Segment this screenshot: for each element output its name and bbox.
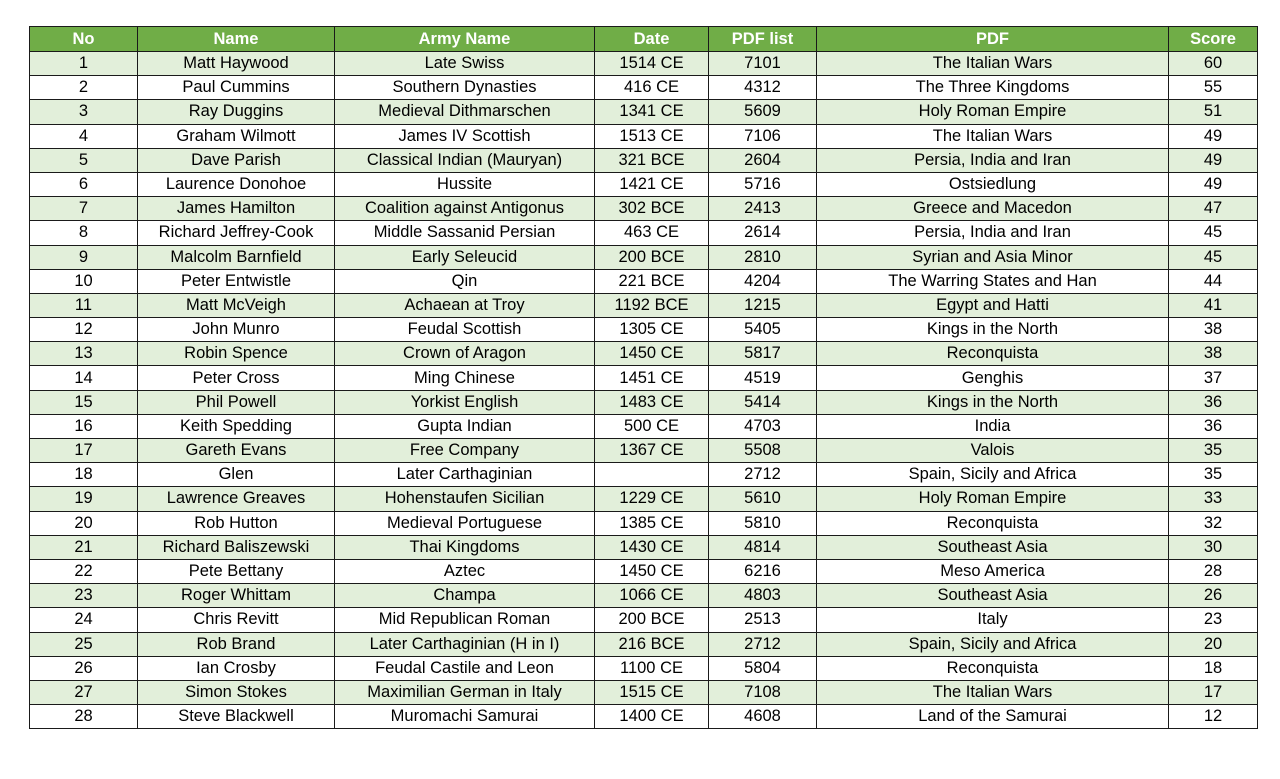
- cell-name: Ray Duggins: [138, 100, 335, 124]
- cell-army-name: James IV Scottish: [335, 124, 595, 148]
- cell-date: 200 BCE: [595, 245, 709, 269]
- column-header-date: Date: [595, 27, 709, 52]
- cell-pdf-list: 2614: [709, 221, 817, 245]
- table-row: [30, 148, 1258, 172]
- cell-no: 15: [30, 390, 138, 414]
- cell-score: 44: [1169, 269, 1258, 293]
- cell-pdf: Italy: [817, 608, 1169, 632]
- cell-date: 1367 CE: [595, 439, 709, 463]
- cell-date: 321 BCE: [595, 148, 709, 172]
- cell-pdf: Genghis: [817, 366, 1169, 390]
- cell-army-name: Coalition against Antigonus: [335, 197, 595, 221]
- cell-pdf-list: 5716: [709, 172, 817, 196]
- table-row: [30, 221, 1258, 245]
- cell-pdf: Persia, India and Iran: [817, 148, 1169, 172]
- cell-no: 9: [30, 245, 138, 269]
- cell-date: 1341 CE: [595, 100, 709, 124]
- cell-name: Peter Cross: [138, 366, 335, 390]
- cell-pdf-list: 2810: [709, 245, 817, 269]
- cell-date: 1100 CE: [595, 656, 709, 680]
- table-header: [30, 27, 1258, 52]
- cell-pdf: Spain, Sicily and Africa: [817, 463, 1169, 487]
- cell-date: [595, 463, 709, 487]
- cell-no: 12: [30, 318, 138, 342]
- cell-pdf-list: 4519: [709, 366, 817, 390]
- cell-army-name: Hohenstaufen Sicilian: [335, 487, 595, 511]
- cell-name: Simon Stokes: [138, 680, 335, 704]
- cell-date: 463 CE: [595, 221, 709, 245]
- column-header-no: No: [30, 27, 138, 52]
- cell-score: 38: [1169, 318, 1258, 342]
- cell-army-name: Muromachi Samurai: [335, 705, 595, 729]
- cell-no: 8: [30, 221, 138, 245]
- cell-pdf-list: 5414: [709, 390, 817, 414]
- cell-no: 28: [30, 705, 138, 729]
- cell-pdf-list: 4814: [709, 535, 817, 559]
- cell-no: 1: [30, 52, 138, 76]
- cell-name: Malcolm Barnfield: [138, 245, 335, 269]
- table-row: [30, 197, 1258, 221]
- cell-army-name: Ming Chinese: [335, 366, 595, 390]
- table-row: [30, 535, 1258, 559]
- cell-score: 23: [1169, 608, 1258, 632]
- table-row: [30, 366, 1258, 390]
- cell-pdf-list: 5405: [709, 318, 817, 342]
- cell-score: 45: [1169, 221, 1258, 245]
- cell-pdf: Holy Roman Empire: [817, 487, 1169, 511]
- cell-date: 1450 CE: [595, 559, 709, 583]
- cell-date: 1192 BCE: [595, 293, 709, 317]
- cell-date: 1451 CE: [595, 366, 709, 390]
- cell-pdf-list: 6216: [709, 559, 817, 583]
- cell-name: Phil Powell: [138, 390, 335, 414]
- cell-pdf: Southeast Asia: [817, 584, 1169, 608]
- cell-no: 24: [30, 608, 138, 632]
- cell-no: 18: [30, 463, 138, 487]
- cell-army-name: Gupta Indian: [335, 414, 595, 438]
- cell-name: John Munro: [138, 318, 335, 342]
- cell-pdf: Reconquista: [817, 656, 1169, 680]
- cell-score: 60: [1169, 52, 1258, 76]
- cell-pdf-list: 7106: [709, 124, 817, 148]
- table-row: [30, 100, 1258, 124]
- cell-score: 51: [1169, 100, 1258, 124]
- cell-pdf-list: 2712: [709, 463, 817, 487]
- cell-pdf-list: 4312: [709, 76, 817, 100]
- cell-no: 19: [30, 487, 138, 511]
- cell-no: 11: [30, 293, 138, 317]
- cell-date: 1421 CE: [595, 172, 709, 196]
- cell-army-name: Crown of Aragon: [335, 342, 595, 366]
- cell-army-name: Feudal Castile and Leon: [335, 656, 595, 680]
- table-row: [30, 608, 1258, 632]
- cell-pdf-list: 7101: [709, 52, 817, 76]
- cell-army-name: Medieval Dithmarschen: [335, 100, 595, 124]
- cell-score: 35: [1169, 439, 1258, 463]
- cell-pdf-list: 2712: [709, 632, 817, 656]
- cell-army-name: Yorkist English: [335, 390, 595, 414]
- cell-pdf-list: 5610: [709, 487, 817, 511]
- cell-score: 26: [1169, 584, 1258, 608]
- cell-pdf-list: 2413: [709, 197, 817, 221]
- cell-name: Glen: [138, 463, 335, 487]
- table-row: [30, 124, 1258, 148]
- cell-pdf-list: 4608: [709, 705, 817, 729]
- cell-no: 7: [30, 197, 138, 221]
- results-table: [29, 26, 1258, 729]
- cell-score: 36: [1169, 414, 1258, 438]
- cell-name: Richard Baliszewski: [138, 535, 335, 559]
- cell-army-name: Late Swiss: [335, 52, 595, 76]
- cell-pdf-list: 1215: [709, 293, 817, 317]
- cell-score: 32: [1169, 511, 1258, 535]
- table-row: [30, 559, 1258, 583]
- cell-army-name: Early Seleucid: [335, 245, 595, 269]
- cell-score: 38: [1169, 342, 1258, 366]
- cell-score: 41: [1169, 293, 1258, 317]
- cell-army-name: Maximilian German in Italy: [335, 680, 595, 704]
- cell-army-name: Champa: [335, 584, 595, 608]
- cell-score: 20: [1169, 632, 1258, 656]
- cell-date: 1513 CE: [595, 124, 709, 148]
- cell-pdf-list: 5804: [709, 656, 817, 680]
- cell-score: 49: [1169, 124, 1258, 148]
- cell-date: 1066 CE: [595, 584, 709, 608]
- cell-name: Robin Spence: [138, 342, 335, 366]
- table-row: [30, 656, 1258, 680]
- table-row: [30, 318, 1258, 342]
- cell-pdf: Greece and Macedon: [817, 197, 1169, 221]
- cell-date: 200 BCE: [595, 608, 709, 632]
- cell-name: Chris Revitt: [138, 608, 335, 632]
- cell-date: 1450 CE: [595, 342, 709, 366]
- cell-no: 23: [30, 584, 138, 608]
- cell-army-name: Qin: [335, 269, 595, 293]
- cell-name: Dave Parish: [138, 148, 335, 172]
- cell-army-name: Later Carthaginian (H in I): [335, 632, 595, 656]
- cell-score: 18: [1169, 656, 1258, 680]
- cell-army-name: Middle Sassanid Persian: [335, 221, 595, 245]
- cell-pdf-list: 4803: [709, 584, 817, 608]
- cell-no: 6: [30, 172, 138, 196]
- table-row: [30, 269, 1258, 293]
- cell-pdf: Ostsiedlung: [817, 172, 1169, 196]
- cell-pdf: Holy Roman Empire: [817, 100, 1169, 124]
- table-row: [30, 705, 1258, 729]
- cell-pdf: Reconquista: [817, 511, 1169, 535]
- cell-no: 3: [30, 100, 138, 124]
- cell-pdf: India: [817, 414, 1169, 438]
- column-header-pdf-list: PDF list: [709, 27, 817, 52]
- cell-army-name: Aztec: [335, 559, 595, 583]
- cell-score: 37: [1169, 366, 1258, 390]
- column-header-score: Score: [1169, 27, 1258, 52]
- cell-date: 302 BCE: [595, 197, 709, 221]
- cell-date: 1385 CE: [595, 511, 709, 535]
- cell-army-name: Later Carthaginian: [335, 463, 595, 487]
- table-row: [30, 584, 1258, 608]
- cell-name: Paul Cummins: [138, 76, 335, 100]
- cell-no: 5: [30, 148, 138, 172]
- cell-pdf: Land of the Samurai: [817, 705, 1169, 729]
- cell-date: 1400 CE: [595, 705, 709, 729]
- cell-pdf: The Italian Wars: [817, 52, 1169, 76]
- cell-date: 1514 CE: [595, 52, 709, 76]
- cell-score: 55: [1169, 76, 1258, 100]
- cell-name: Matt McVeigh: [138, 293, 335, 317]
- cell-no: 27: [30, 680, 138, 704]
- table-row: [30, 680, 1258, 704]
- cell-pdf: The Italian Wars: [817, 124, 1169, 148]
- cell-date: 1305 CE: [595, 318, 709, 342]
- table-row: [30, 172, 1258, 196]
- cell-no: 16: [30, 414, 138, 438]
- cell-pdf: Spain, Sicily and Africa: [817, 632, 1169, 656]
- cell-name: Lawrence Greaves: [138, 487, 335, 511]
- header-row: [30, 27, 1258, 52]
- cell-no: 17: [30, 439, 138, 463]
- cell-no: 2: [30, 76, 138, 100]
- cell-pdf: Syrian and Asia Minor: [817, 245, 1169, 269]
- cell-score: 17: [1169, 680, 1258, 704]
- cell-date: 1229 CE: [595, 487, 709, 511]
- cell-pdf-list: 7108: [709, 680, 817, 704]
- cell-date: 1430 CE: [595, 535, 709, 559]
- cell-name: Keith Spedding: [138, 414, 335, 438]
- table-row: [30, 414, 1258, 438]
- cell-name: Ian Crosby: [138, 656, 335, 680]
- cell-no: 21: [30, 535, 138, 559]
- cell-no: 14: [30, 366, 138, 390]
- cell-pdf-list: 5817: [709, 342, 817, 366]
- cell-pdf: Egypt and Hatti: [817, 293, 1169, 317]
- table-row: [30, 342, 1258, 366]
- table-row: [30, 632, 1258, 656]
- column-header-army-name: Army Name: [335, 27, 595, 52]
- cell-score: 30: [1169, 535, 1258, 559]
- table-row: [30, 245, 1258, 269]
- cell-score: 35: [1169, 463, 1258, 487]
- cell-name: James Hamilton: [138, 197, 335, 221]
- cell-score: 28: [1169, 559, 1258, 583]
- cell-no: 20: [30, 511, 138, 535]
- cell-score: 45: [1169, 245, 1258, 269]
- table-row: [30, 52, 1258, 76]
- cell-army-name: Thai Kingdoms: [335, 535, 595, 559]
- cell-pdf: Persia, India and Iran: [817, 221, 1169, 245]
- cell-name: Roger Whittam: [138, 584, 335, 608]
- cell-army-name: Hussite: [335, 172, 595, 196]
- table-row: [30, 293, 1258, 317]
- cell-pdf: The Three Kingdoms: [817, 76, 1169, 100]
- cell-pdf: Reconquista: [817, 342, 1169, 366]
- cell-score: 49: [1169, 148, 1258, 172]
- cell-date: 1483 CE: [595, 390, 709, 414]
- cell-army-name: Achaean at Troy: [335, 293, 595, 317]
- table-row: [30, 76, 1258, 100]
- cell-date: 500 CE: [595, 414, 709, 438]
- cell-no: 10: [30, 269, 138, 293]
- table-row: [30, 390, 1258, 414]
- table-row: [30, 487, 1258, 511]
- cell-no: 4: [30, 124, 138, 148]
- cell-score: 12: [1169, 705, 1258, 729]
- cell-date: 216 BCE: [595, 632, 709, 656]
- cell-name: Richard Jeffrey-Cook: [138, 221, 335, 245]
- cell-date: 221 BCE: [595, 269, 709, 293]
- cell-name: Graham Wilmott: [138, 124, 335, 148]
- cell-army-name: Southern Dynasties: [335, 76, 595, 100]
- cell-pdf-list: 5609: [709, 100, 817, 124]
- cell-pdf-list: 4703: [709, 414, 817, 438]
- cell-pdf-list: 2604: [709, 148, 817, 172]
- cell-no: 25: [30, 632, 138, 656]
- cell-date: 416 CE: [595, 76, 709, 100]
- cell-name: Laurence Donohoe: [138, 172, 335, 196]
- cell-pdf: Southeast Asia: [817, 535, 1169, 559]
- cell-pdf-list: 2513: [709, 608, 817, 632]
- cell-score: 47: [1169, 197, 1258, 221]
- cell-name: Matt Haywood: [138, 52, 335, 76]
- cell-army-name: Medieval Portuguese: [335, 511, 595, 535]
- cell-name: Peter Entwistle: [138, 269, 335, 293]
- cell-pdf: Kings in the North: [817, 318, 1169, 342]
- table-row: [30, 511, 1258, 535]
- cell-score: 33: [1169, 487, 1258, 511]
- cell-score: 36: [1169, 390, 1258, 414]
- cell-name: Rob Brand: [138, 632, 335, 656]
- cell-no: 26: [30, 656, 138, 680]
- cell-name: Pete Bettany: [138, 559, 335, 583]
- cell-army-name: Free Company: [335, 439, 595, 463]
- cell-pdf: The Italian Wars: [817, 680, 1169, 704]
- cell-army-name: Feudal Scottish: [335, 318, 595, 342]
- cell-pdf-list: 5508: [709, 439, 817, 463]
- cell-name: Steve Blackwell: [138, 705, 335, 729]
- column-header-pdf: PDF: [817, 27, 1169, 52]
- cell-pdf-list: 5810: [709, 511, 817, 535]
- column-header-name: Name: [138, 27, 335, 52]
- cell-score: 49: [1169, 172, 1258, 196]
- cell-army-name: Classical Indian (Mauryan): [335, 148, 595, 172]
- cell-pdf-list: 4204: [709, 269, 817, 293]
- cell-pdf: The Warring States and Han: [817, 269, 1169, 293]
- cell-name: Gareth Evans: [138, 439, 335, 463]
- cell-no: 22: [30, 559, 138, 583]
- cell-name: Rob Hutton: [138, 511, 335, 535]
- cell-no: 13: [30, 342, 138, 366]
- cell-date: 1515 CE: [595, 680, 709, 704]
- cell-army-name: Mid Republican Roman: [335, 608, 595, 632]
- cell-pdf: Kings in the North: [817, 390, 1169, 414]
- table-body: [30, 52, 1258, 729]
- cell-pdf: Meso America: [817, 559, 1169, 583]
- cell-pdf: Valois: [817, 439, 1169, 463]
- table-row: [30, 439, 1258, 463]
- table-row: [30, 463, 1258, 487]
